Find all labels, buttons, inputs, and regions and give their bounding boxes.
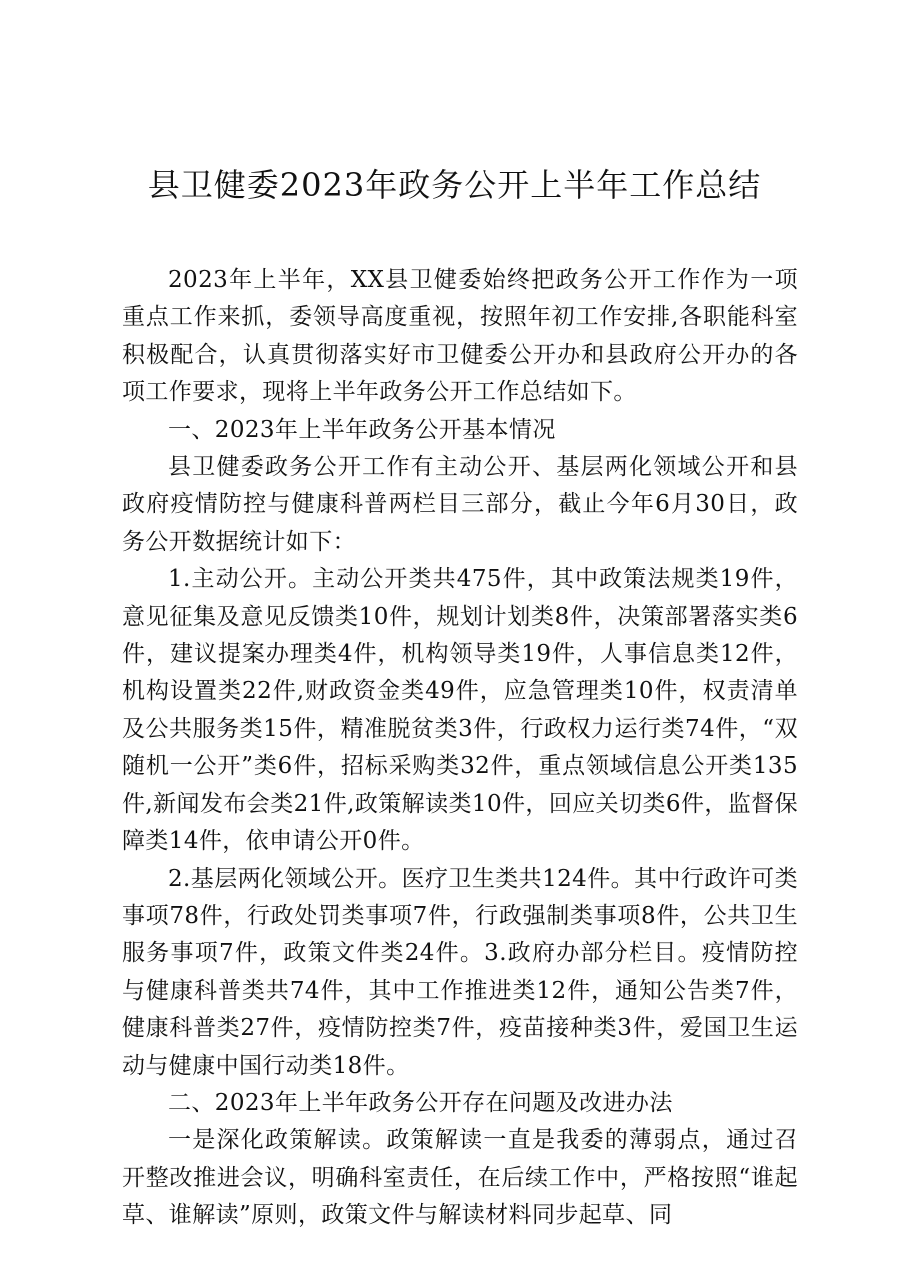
paragraph-policy-interpretation: 一是深化政策解读。政策解读一直是我委的薄弱点，通过召开整改推进会议，明确科室责任，在后续工作中，严格按照“谁起草、谁解读”原则，政策文件与解读材料同步起草、同 xyxy=(122,1127,798,1229)
paragraph-grassroots-disclosure: 2.基层两化领域公开。医疗卫生类共124件。其中行政许可类事项78件，行政处罚类事项7件，行政强制类事项8件，公共卫生服务事项7件，政策文件类24件。3.政府办部分栏目。疫情防控与健康科普类共74件，其中工作推进类12件，通知公告类7件，健康科普类27件，疫情防控类7件，疫苗接种类3件，爱国卫生运动与健康中国行动类18件。 xyxy=(122,865,798,1079)
document-title: 县卫健委2023年政务公开上半年工作总结 xyxy=(147,166,762,204)
paragraph-active-disclosure: 1.主动公开。主动公开类共475件，其中政策法规类19件，意见征集及意见反馈类10件，规划计划类8件，决策部署落实类6件，建议提案办理类4件，机构领导类19件，人事信息类12件，机构设置类22件,财政资金类49件，应急管理类10件，权责清单及公共服务类15件，精准脱贫类3件，行政权力运行类74件，“双随机一公开”类6件，招标采购类32件，重点领域信息公开类135件,新闻发布会类21件,政策解读类10件，回应关切类6件，监督保障类14件，依申请公开0件。 xyxy=(122,566,798,855)
section-heading-problems: 二、2023年上半年政务公开存在问题及改进办法 xyxy=(168,1089,673,1116)
paragraph-overview: 县卫健委政务公开工作有主动公开、基层两化领域公开和县政府疫情防控与健康科普两栏目三部分，截止今年6月30日，政务公开数据统计如下： xyxy=(122,454,798,555)
section-heading-basic-situation: 一、2023年上半年政务公开基本情况 xyxy=(168,416,556,443)
paragraph-intro: 2023年上半年，XX县卫健委始终把政务公开工作作为一项重点工作来抓，委领导高度重视，按照年初工作安排,各职能科室积极配合，认真贯彻落实好市卫健委公开办和县政府公开办的各项工作要求，现将上半年政务公开工作总结如下。 xyxy=(122,267,798,406)
document-body xyxy=(122,262,798,1235)
